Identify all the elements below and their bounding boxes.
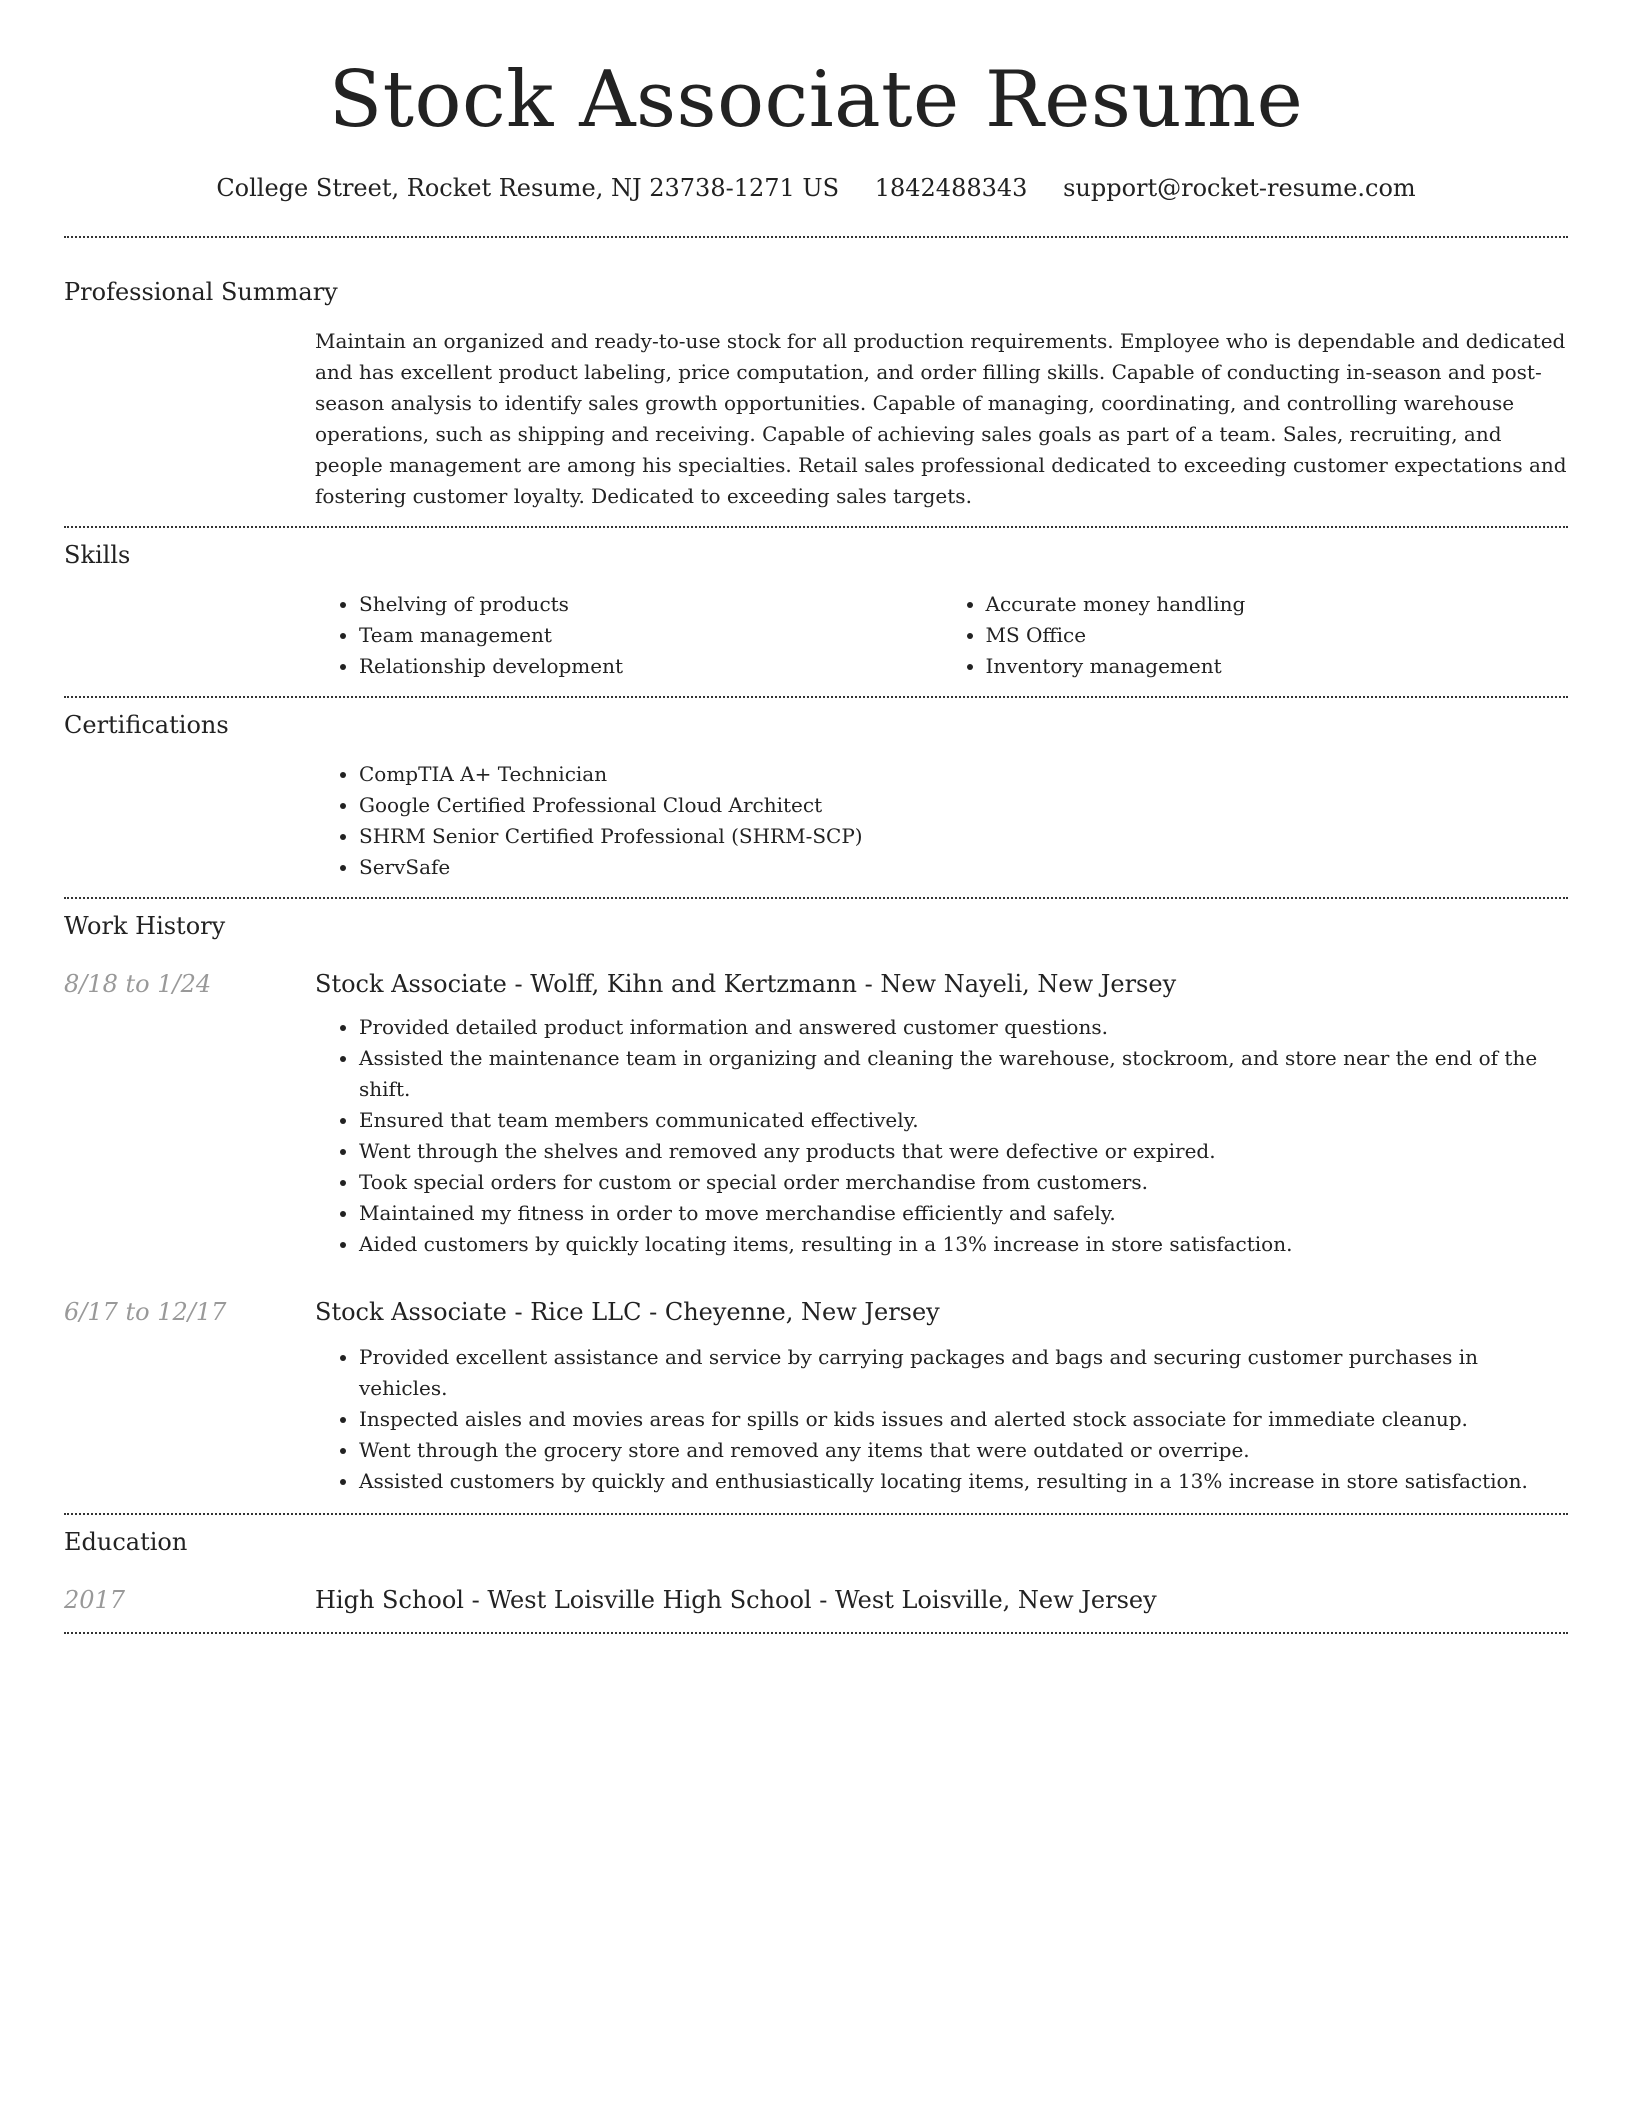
job-bullet: • Took special orders for custom or special order merchandise from customers. <box>359 1167 1568 1198</box>
job-bullet: • Aided customers by quickly locating items, resulting in a 13% increase in store satisfaction. <box>359 1229 1568 1260</box>
job-bullet: • Assisted the maintenance team in organizing and cleaning the warehouse, stockroom, and store near the end of the shift. <box>359 1043 1568 1105</box>
job-bullets <box>315 1342 1568 1497</box>
skills-list <box>315 589 1568 682</box>
job-bullet: • Provided detailed product information and answered customer questions. <box>359 1012 1568 1043</box>
email: support@rocket-resume.com <box>1063 174 1416 202</box>
skills-column-right <box>942 589 1569 682</box>
job-bullet: • Went through the grocery store and removed any items that were outdated or overripe. <box>359 1435 1568 1466</box>
skill-item: • Shelving of products <box>359 589 942 620</box>
certification-item: • ServSafe <box>359 852 1568 883</box>
certification-item: • Google Certified Professional Cloud Architect <box>359 790 1568 821</box>
section-heading-education: Education <box>64 1528 188 1556</box>
job-bullet: • Assisted customers by quickly and enthusiastically locating items, resulting in a 13% increase in store satisfaction. <box>359 1466 1568 1497</box>
resume-page <box>64 0 1568 1634</box>
skill-item: • MS Office <box>986 620 1569 651</box>
skill-item: • Inventory management <box>986 651 1569 682</box>
phone: 1842488343 <box>874 174 1028 202</box>
skill-item: • Relationship development <box>359 651 942 682</box>
contact-line <box>64 172 1568 204</box>
divider <box>64 897 1568 899</box>
education-entry <box>64 1584 1568 1616</box>
divider <box>64 236 1568 238</box>
divider <box>64 526 1568 528</box>
divider <box>64 696 1568 698</box>
skill-item: • Team management <box>359 620 942 651</box>
section-heading-skills: Skills <box>64 541 131 569</box>
job-bullet: • Inspected aisles and movies areas for spills or kids issues and alerted stock associate for immediate cleanup. <box>359 1404 1568 1435</box>
job-dates: 8/18 to 1/24 <box>64 970 212 998</box>
page-title: Stock Associate Resume <box>328 55 1304 145</box>
job-bullet: • Provided excellent assistance and service by carrying packages and bags and securing customer purchases in vehicles. <box>359 1342 1568 1404</box>
section-heading-work-history: Work History <box>64 912 226 940</box>
certification-item: • CompTIA A+ Technician <box>359 759 1568 790</box>
skill-item: • Accurate money handling <box>986 589 1569 620</box>
education-year: 2017 <box>64 1586 126 1614</box>
section-heading-certifications: Certifications <box>64 711 229 739</box>
job-bullets <box>315 1012 1568 1260</box>
job-bullet: • Ensured that team members communicated effectively. <box>359 1105 1568 1136</box>
divider <box>64 1632 1568 1634</box>
job-entry <box>64 968 1568 1260</box>
divider <box>64 1513 1568 1515</box>
job-title: Stock Associate - Rice LLC - Cheyenne, New Jersey <box>315 1298 940 1326</box>
job-bullet: • Went through the shelves and removed any products that were defective or expired. <box>359 1136 1568 1167</box>
education-title: High School - West Loisville High School - West Loisville, New Jersey <box>315 1586 1157 1614</box>
certification-item: • SHRM Senior Certified Professional (SHRM-SCP) <box>359 821 1568 852</box>
section-heading-summary: Professional Summary <box>64 278 338 306</box>
address: College Street, Rocket Resume, NJ 23738-1271 US <box>216 174 840 202</box>
summary-text: Maintain an organized and ready-to-use stock for all production requirements. Employee who is dependable and dedicated and has excellent product labeling, price computation, and order filling skills. Capable of conducting in-season and post-season analysis to identify sales growth opportunities. Capable of managing, coordinating, and controlling warehouse operations, such as shipping and receiving. Capable of achieving sales goals as part of a team. Sales, recruiting, and people management are among his specialties. Retail sales professional dedicated to exceeding customer expectations and fostering customer loyalty. Dedicated to exceeding sales targets. <box>315 329 1567 508</box>
job-entry <box>64 1296 1568 1497</box>
certifications-list <box>315 759 1568 883</box>
skills-column-left <box>315 589 942 682</box>
job-bullet: • Maintained my fitness in order to move merchandise efficiently and safely. <box>359 1198 1568 1229</box>
job-dates: 6/17 to 12/17 <box>64 1298 227 1326</box>
job-title: Stock Associate - Wolff, Kihn and Kertzmann - New Nayeli, New Jersey <box>315 970 1177 998</box>
